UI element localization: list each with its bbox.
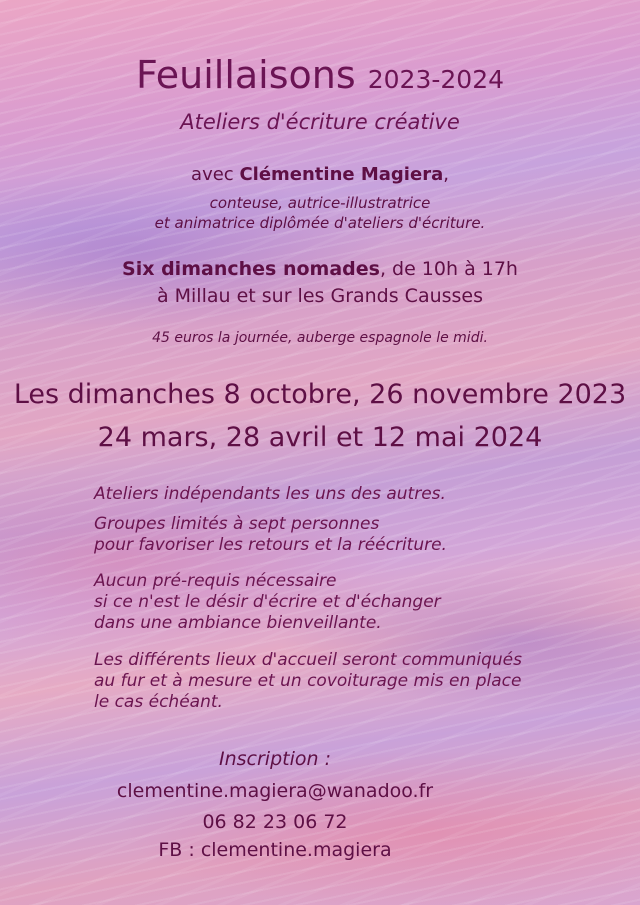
presenter-role-1: conteuse, autrice-illustratrice (209, 194, 431, 212)
presenter-prefix: avec (191, 164, 234, 185)
dates-line-1: Les dimanches 8 octobre, 26 novembre 2023 (13, 379, 627, 410)
schedule-location: à Millau et sur les Grands Causses (156, 285, 484, 307)
poster-title (0, 53, 640, 97)
schedule-price: 45 euros la journée, auberge espagnole le midi. (152, 330, 488, 346)
detail-paragraph: Groupes limités à sept personnes pour favoriser les retours et la réécriture. (94, 514, 447, 555)
contact-email[interactable]: clementine.magiera@wanadoo.fr (116, 780, 434, 802)
poster-subtitle: Ateliers d'écriture créative (180, 110, 460, 134)
schedule-line (0, 260, 640, 279)
dates-line-2: 24 mars, 28 avril et 12 mai 2024 (97, 422, 543, 453)
contact-phone[interactable]: 06 82 23 06 72 (202, 811, 348, 833)
presenter-role-2: et animatrice diplômée d'ateliers d'écriture. (154, 214, 486, 232)
title-year: 2023-2024 (367, 65, 505, 94)
schedule-highlight: Six dimanches nomades (122, 258, 380, 280)
schedule-hours: , de 10h à 17h (379, 258, 518, 280)
detail-paragraph: Ateliers indépendants les uns des autres. (94, 484, 446, 504)
presenter-name: Clémentine Magiera (239, 164, 444, 185)
detail-paragraph: Aucun pré-requis nécessaire si ce n'est le désir d'écrire et d'échanger dans une ambiance bienveillante. (94, 571, 441, 633)
detail-paragraph: Les différents lieux d'accueil seront communiqués au fur et à mesure et un covoiturage mis en place le cas échéant. (94, 650, 522, 712)
presenter-suffix: , (443, 164, 449, 185)
title-text: Feuillaisons (135, 53, 356, 97)
contact-facebook[interactable]: FB : clementine.magiera (158, 839, 392, 861)
presenter-line (0, 166, 640, 184)
registration-label: Inscription : (219, 748, 331, 770)
